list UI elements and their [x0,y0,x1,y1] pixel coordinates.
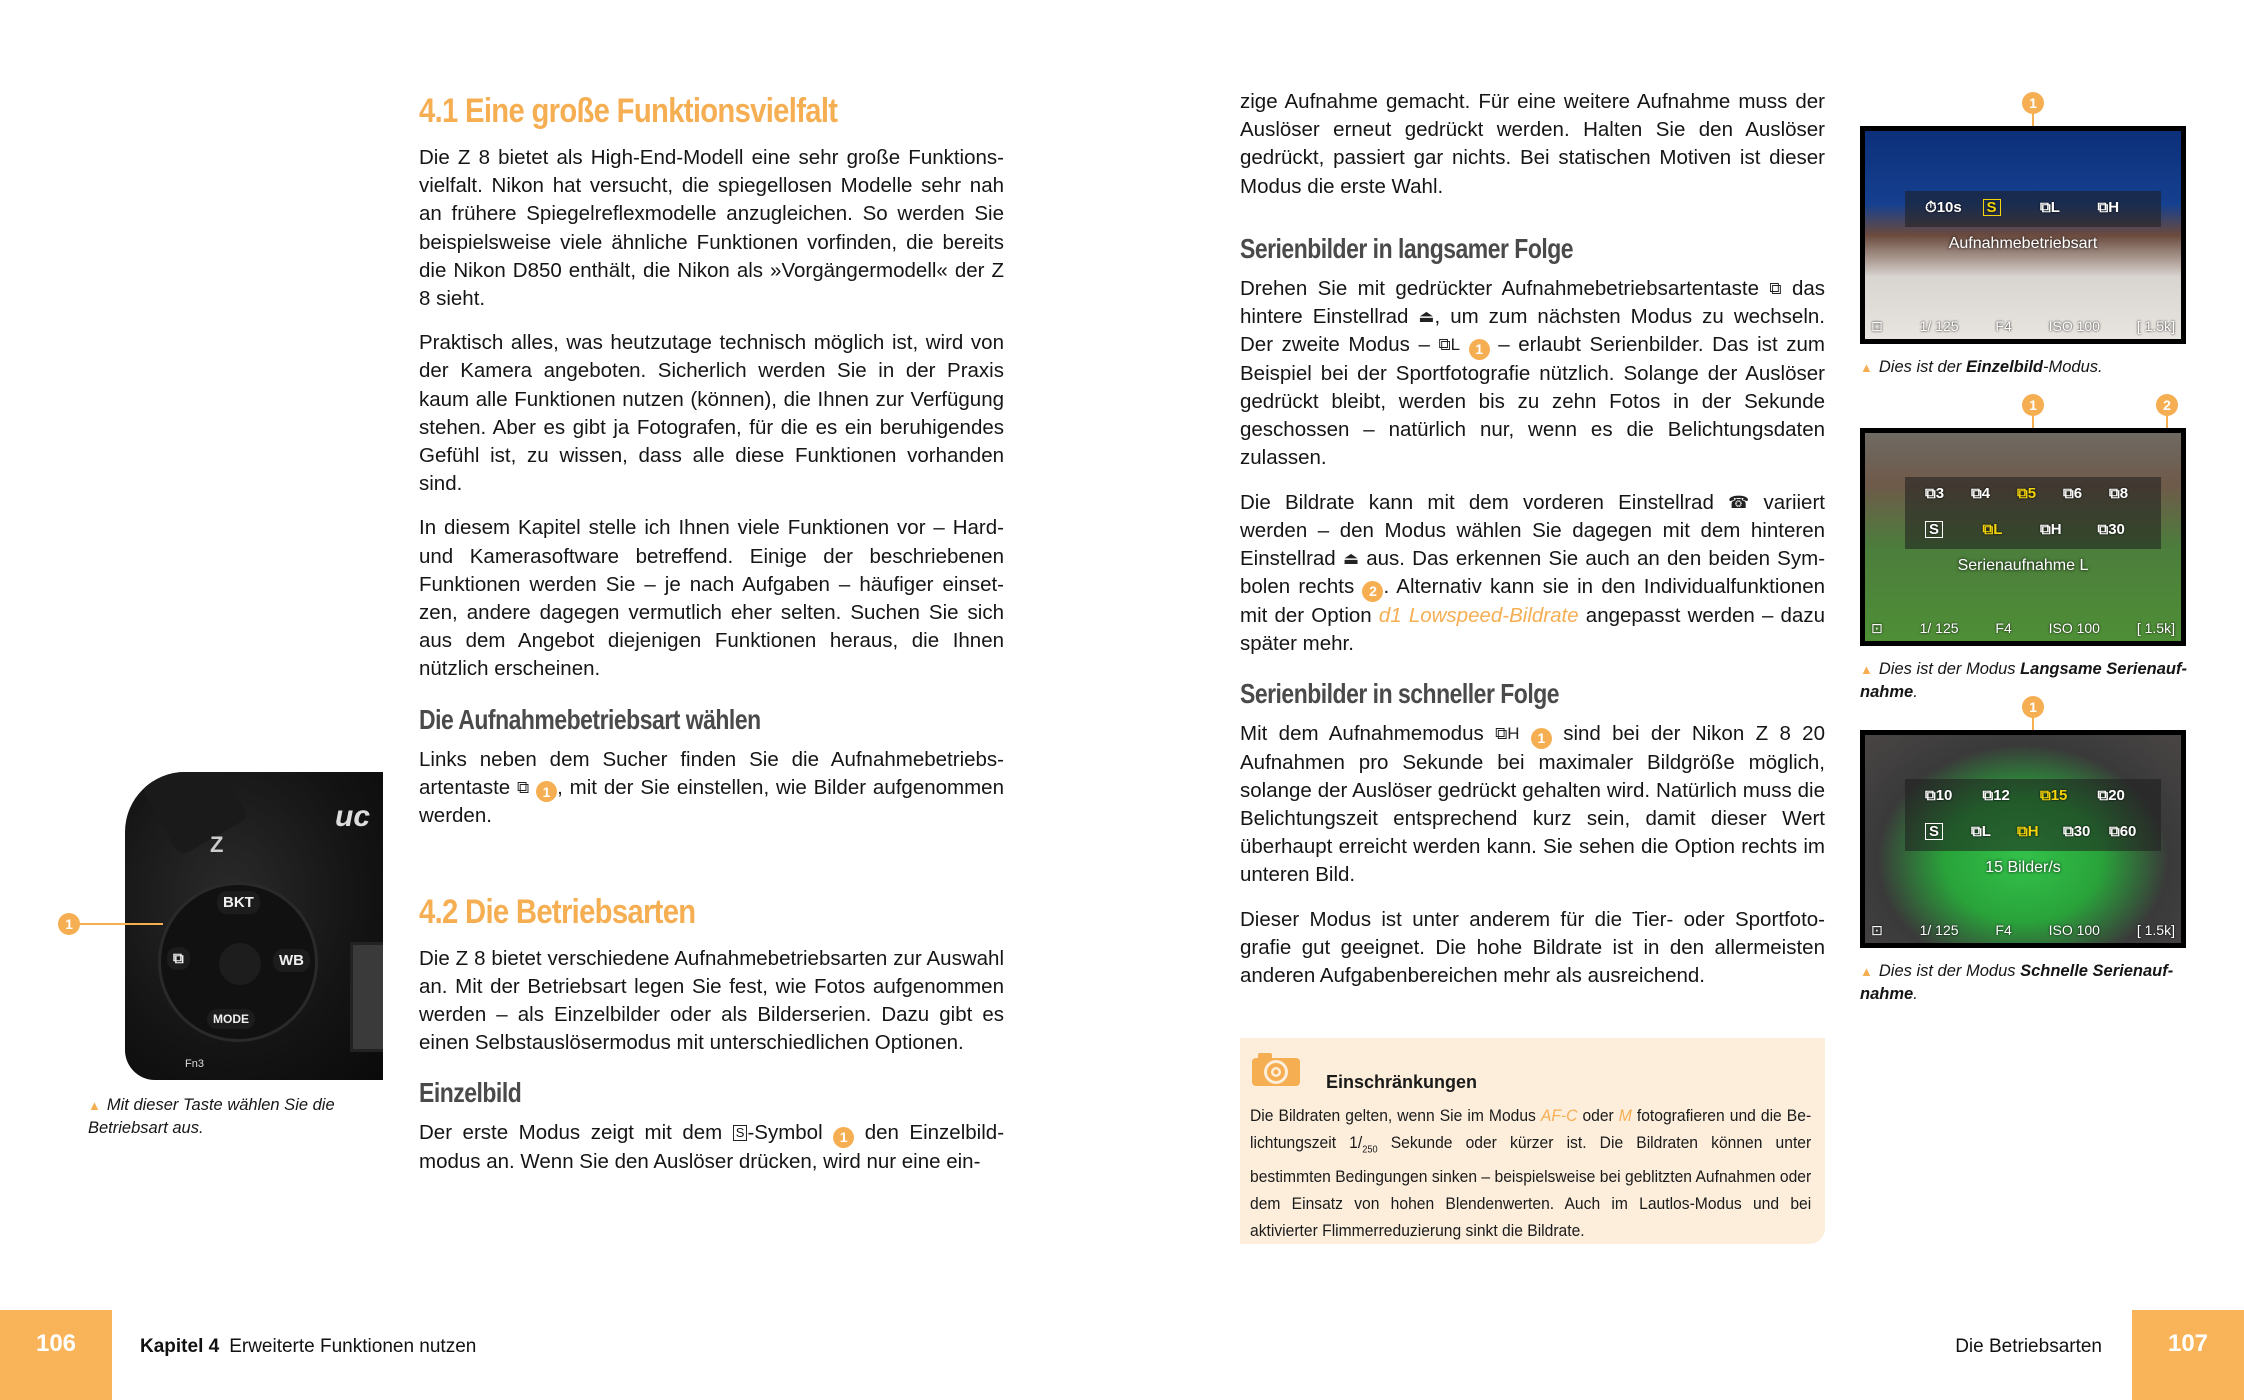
left-text-column [419,88,1004,1192]
text: variiert werden – den Modus wählen Sie dagegen mit dem hinteren Einstellrad [1240,490,1825,570]
iso-value: ISO 100 [2048,922,2100,938]
page-number-tab: 107 [2132,1310,2244,1400]
mode-name-label: Aufnahmebetriebsart [1948,235,2098,252]
camera-brand-text: uc [335,800,371,833]
caption-triangle-icon: ▲ [1860,360,1873,375]
caption-text: Mit dieser Taste wählen Sie die Betriebsart aus. [88,1096,335,1137]
caption-text: -Modus. [2043,358,2103,376]
viewfinder-display [1865,735,2181,943]
release-mode-icon: ⧉ [517,777,530,797]
mode-option: ⧉8 [2109,485,2129,502]
paragraph: Die Z 8 bietet verschiedene Aufnahmebetriebsarten zur Auswahl an. Mit der Betriebsart legen Sie fest, wie Fotos aufgenommen werden – als Einzelbilder oder als Bilderserien. Dazu gibt es einen Selbstauslösermodus mit unterschiedlichen Optionen. [419,946,1004,1055]
bkt-button: BKT [217,891,260,914]
mode-option: S [1925,823,1943,840]
callout-badge-1: 1 [2022,92,2044,114]
mode-reference: M [1618,1106,1632,1125]
caption-text: . [1913,683,1918,701]
text: sind bei der Nikon Z 8 20 Aufnahmen pro Sekunde bei maximaler Bildgröße möglich, solange der Auslöser gedrückt gehalten wird. Natürlich muss die Belichtungszeit entsprechend kurz sein, damit dieser Wert überhaupt erreicht werden kann. Sie sehen die Option rechts im unteren Bild. [1240,722,1825,887]
camera-eyecup [140,772,249,857]
single-frame-icon: S [733,1125,748,1141]
fraction-denominator: 250 [1362,1144,1378,1156]
mode-option: ⧉L [2040,199,2060,216]
subheading-einzelbild: Einzelbild [419,1077,522,1109]
caption-mode-name: Schnelle Serienaufnahme [1860,962,2174,1003]
mode-reference: AF-C [1540,1106,1578,1125]
text: . Alternativ kann sie in den Individualfunktionen mit der Option [1240,575,1825,627]
chapter-label: Kapitel 4 [140,1336,220,1357]
aperture: F4 [1995,922,2012,938]
camera-center-button [219,943,261,985]
text: Links neben dem Sucher finden Sie die Aufnahmebetriebsartentaste [419,747,1004,799]
mode-option: ⧉3 [1925,485,1945,502]
text: – erlaubt Serienbilder. Das ist zum Beispiel bei der Sportfotografie nützlich. Solange der Auslöser gedrückt bleibt, werden bis zu zehn Fotos in der Sekunde geschossen – natürlich nur, wenn es die Belichtungsdaten zulassen. [1240,333,1825,470]
mode-option: ⧉30 [2063,823,2091,840]
release-mode-icon: ⧉ [1769,278,1782,298]
camera-icon [1250,1050,1302,1088]
paragraph: Die Z 8 bietet als High-End-Modell eine sehr große Funktionsvielfalt. Nikon hat versucht, die spiegellosen Modelle sehr nah an frühere Spiegelreflexmodelle anzugleichen. So werden Sie beispielsweise viele ähnliche Funktionen vorfinden, die bereits die Nikon D850 enthält, die Nikon als »Vorgängermodell« der Z 8 sieht. [419,146,1004,311]
callout-badge-1: 1 [1469,339,1490,360]
paragraph [419,1119,1004,1176]
mode-name-label: Serienaufnahme L [1957,557,2089,574]
subheading-langsam: Serienbilder in langsamer Folge [1240,232,1574,264]
shots-remaining: [ 1.5k] [2136,318,2175,334]
viewfinder-display [1865,131,2181,339]
viewfinder-screenshot [1860,428,2186,646]
viewfinder-display [1865,433,2181,641]
paragraph: In diesem Kapitel stelle ich Ihnen viele Funktionen vor – Hard- und Kamerasoftware betreffend. Einige der beschriebenen Funktionen werden Sie – je nach Aufgaben – häufiger einsetzen, andere dagegen vermutlich eher selten. Suchen Sie sich aus dem Angebot diejenigen Funktionen heraus, die Ihnen nützlich erscheinen. [419,516,1004,681]
exposure-status-bar [1871,922,2175,939]
camera-z-logo: Z [210,832,222,857]
wb-button: WB [273,949,310,972]
paragraph [1240,720,1825,890]
viewfinder-screenshot [1860,730,2186,948]
subheading-aufnahmebetriebsart: Die Aufnahmebetriebsart wählen [419,703,761,735]
caption-text: Dies ist der Modus [1878,962,2021,980]
mode-option: ⧉10 [1925,787,1953,804]
continuous-low-icon: ⧉L [1438,335,1461,355]
mode-name-label: 15 Bilder/s [1985,859,2061,876]
mode-option: ⧉L [1971,823,1991,840]
callout-badge-2: 2 [2156,394,2178,416]
text: , um zum nächsten Modus zu wechseln. Der zweite Modus – [1240,305,1825,357]
callout-badge-2: 2 [1362,581,1383,602]
mode-button: MODE [207,1009,255,1029]
metering-icon: ⊡ [1871,318,1883,334]
mode-option: ⧉60 [2109,823,2137,840]
caption-mode-name: Langsame Serienaufnahme [1860,660,2187,701]
mode-option: ⏱10s [1925,199,1962,216]
camera-top-display [350,942,383,1052]
menu-option-reference: d1 Lowspeed-Bildrate [1378,603,1579,627]
callout-leader-line [78,923,163,925]
figure-caption [1860,960,2190,1006]
mode-option: S [1925,521,1943,538]
exposure-status-bar [1871,620,2175,637]
info-box [1240,1038,1825,1244]
subheading-schnell: Serienbilder in schneller Folge [1240,678,1560,710]
text: angepasst werden – dazu später mehr. [1240,603,1825,655]
text: Der erste Modus zeigt mit dem [419,1121,723,1145]
exposure-status-bar [1871,318,2175,335]
chapter-title: Erweiterte Funktionen nutzen [229,1336,477,1357]
text: Drehen Sie mit gedrückter Aufnahmebetriebsartentaste [1240,276,1760,300]
text: , mit der Sie einstellen, wie Bilder aufgenommen werden. [419,775,1004,828]
caption-text: Dies ist der Modus [1878,660,2021,678]
mode-option: ⧉30 [2097,521,2125,538]
text: den Einzelbildmodus an. Wenn Sie den Auslöser drücken, wird nur eine ein- [419,1121,1005,1173]
callout-badge-1: 1 [1531,728,1552,749]
caption-triangle-icon: ▲ [1860,964,1873,979]
text: fotografieren und die Belichtungszeit 1/ [1250,1106,1812,1152]
paragraph [1240,275,1825,473]
shots-remaining: [ 1.5k] [2136,922,2175,938]
text: oder [1582,1106,1614,1125]
callout-badge-1: 1 [58,913,80,935]
section-heading-4-2: 4.2 Die Betriebsarten [419,892,696,931]
iso-value: ISO 100 [2048,318,2100,334]
caption-text: Dies ist der [1878,358,1966,376]
paragraph: zige Aufnahme gemacht. Für eine weitere Aufnahme muss der Auslöser erneut gedrückt werden. Halten Sie den Auslöser gedrückt, passiert gar nichts. Bei statischen Motiven ist dieser Modus die erste Wahl. [1240,90,1825,198]
caption-triangle-icon: ▲ [88,1098,101,1113]
iso-value: ISO 100 [2048,620,2100,636]
callout-badge-1: 1 [2022,394,2044,416]
metering-icon: ⊡ [1871,620,1883,636]
mode-option: ⧉20 [2097,787,2125,804]
fn3-label: Fn3 [185,1058,204,1070]
info-box-title: Einschränkungen [1326,1072,1478,1092]
metering-icon: ⊡ [1871,922,1883,938]
rear-dial-icon: ⏏ [1342,548,1359,568]
rear-dial-icon: ⏏ [1418,307,1435,327]
callout-badge-1: 1 [536,781,557,802]
figure-caption [1860,658,2190,704]
callout-badge-1: 1 [2022,696,2044,718]
mode-option-selected: ⧉H [2017,823,2039,840]
paragraph: Dieser Modus ist unter anderem für die Tier- oder Sportfotografie gut geeignet. Die hohe Bildrate ist in den allermeisten anderen Aufgabenbereichen mehr als ausreichend. [1240,907,1825,987]
caption-text: . [1913,985,1918,1003]
shots-remaining: [ 1.5k] [2136,620,2175,636]
text: Mit dem Aufnahmemodus [1240,722,1484,746]
paragraph: Praktisch alles, was heutzutage technisch möglich ist, wird von der Kamera angeboten. Sicherlich werden Sie in der Praxis kaum alle Funktionen nutzen (können), die Ihnen zur Verfügung stehen. Aber es gibt ja Fotografen, für die es ein beruhigendes Gefühl ist, zu wissen, dass alle diese Funktionen vorhanden sind. [419,331,1004,496]
release-mode-button-icon: ⧉ [167,947,190,970]
callout-badge-1: 1 [833,1127,854,1148]
mode-option: ⧉H [2040,521,2062,538]
mode-option: ⧉4 [1971,485,1991,502]
camera-photo [125,772,383,1080]
front-dial-icon: ☎ [1728,492,1750,512]
aperture: F4 [1995,318,2012,334]
mode-option: ⧉12 [1982,787,2010,804]
viewfinder-screenshot [1860,126,2186,344]
text: Sekunde oder kürzer ist. Die Bildraten können unter bestimmten Bedingungen sinken – beispielsweise bei geblitzten Aufnahmen oder dem Einsatz von hohen Blendenwerten. Auch im Lautlos-Modus und bei aktivierter Flimmerreduzierung sinkt die Bildrate. [1250,1133,1812,1241]
mode-option-selected: ⧉15 [2040,787,2068,804]
text: das hintere Einstellrad [1240,276,1825,329]
shutter-speed: 1/ 125 [1919,620,1959,636]
page-number-tab: 106 [0,1310,112,1400]
mode-option-selected: ⧉L [1982,521,2003,538]
continuous-high-icon: ⧉H [1495,724,1520,744]
section-heading-4-1: 4.1 Eine große Funktionsvielfalt [419,92,838,130]
mode-option: ⧉6 [2063,485,2083,502]
shutter-speed: 1/ 125 [1919,922,1959,938]
aperture: F4 [1995,620,2012,636]
figure-caption [88,1094,378,1140]
camera-control-ring [158,882,318,1042]
mode-option: ⧉H [2097,199,2120,216]
text: aus. Das erkennen Sie auch an den beiden Symbolen rechts [1240,546,1826,599]
text: Die Bildraten gelten, wenn Sie im Modus [1250,1106,1536,1125]
right-text-column [1240,88,1825,1006]
text: -Symbol [747,1121,823,1145]
shutter-speed: 1/ 125 [1919,318,1959,334]
caption-triangle-icon: ▲ [1860,662,1873,677]
caption-mode-name: Einzelbild [1965,358,2043,376]
paragraph [419,746,1004,831]
mode-option-selected: ⧉5 [2017,485,2037,502]
running-footer [140,1336,476,1358]
paragraph [1240,489,1825,659]
running-footer-section: Die Betriebsarten [1955,1336,2102,1357]
info-box-text [1250,1102,1811,1244]
text: Die Bildrate kann mit dem vorderen Einstellrad [1240,490,1714,514]
figure-caption [1860,356,2190,379]
mode-option-selected: S [1983,199,2001,216]
